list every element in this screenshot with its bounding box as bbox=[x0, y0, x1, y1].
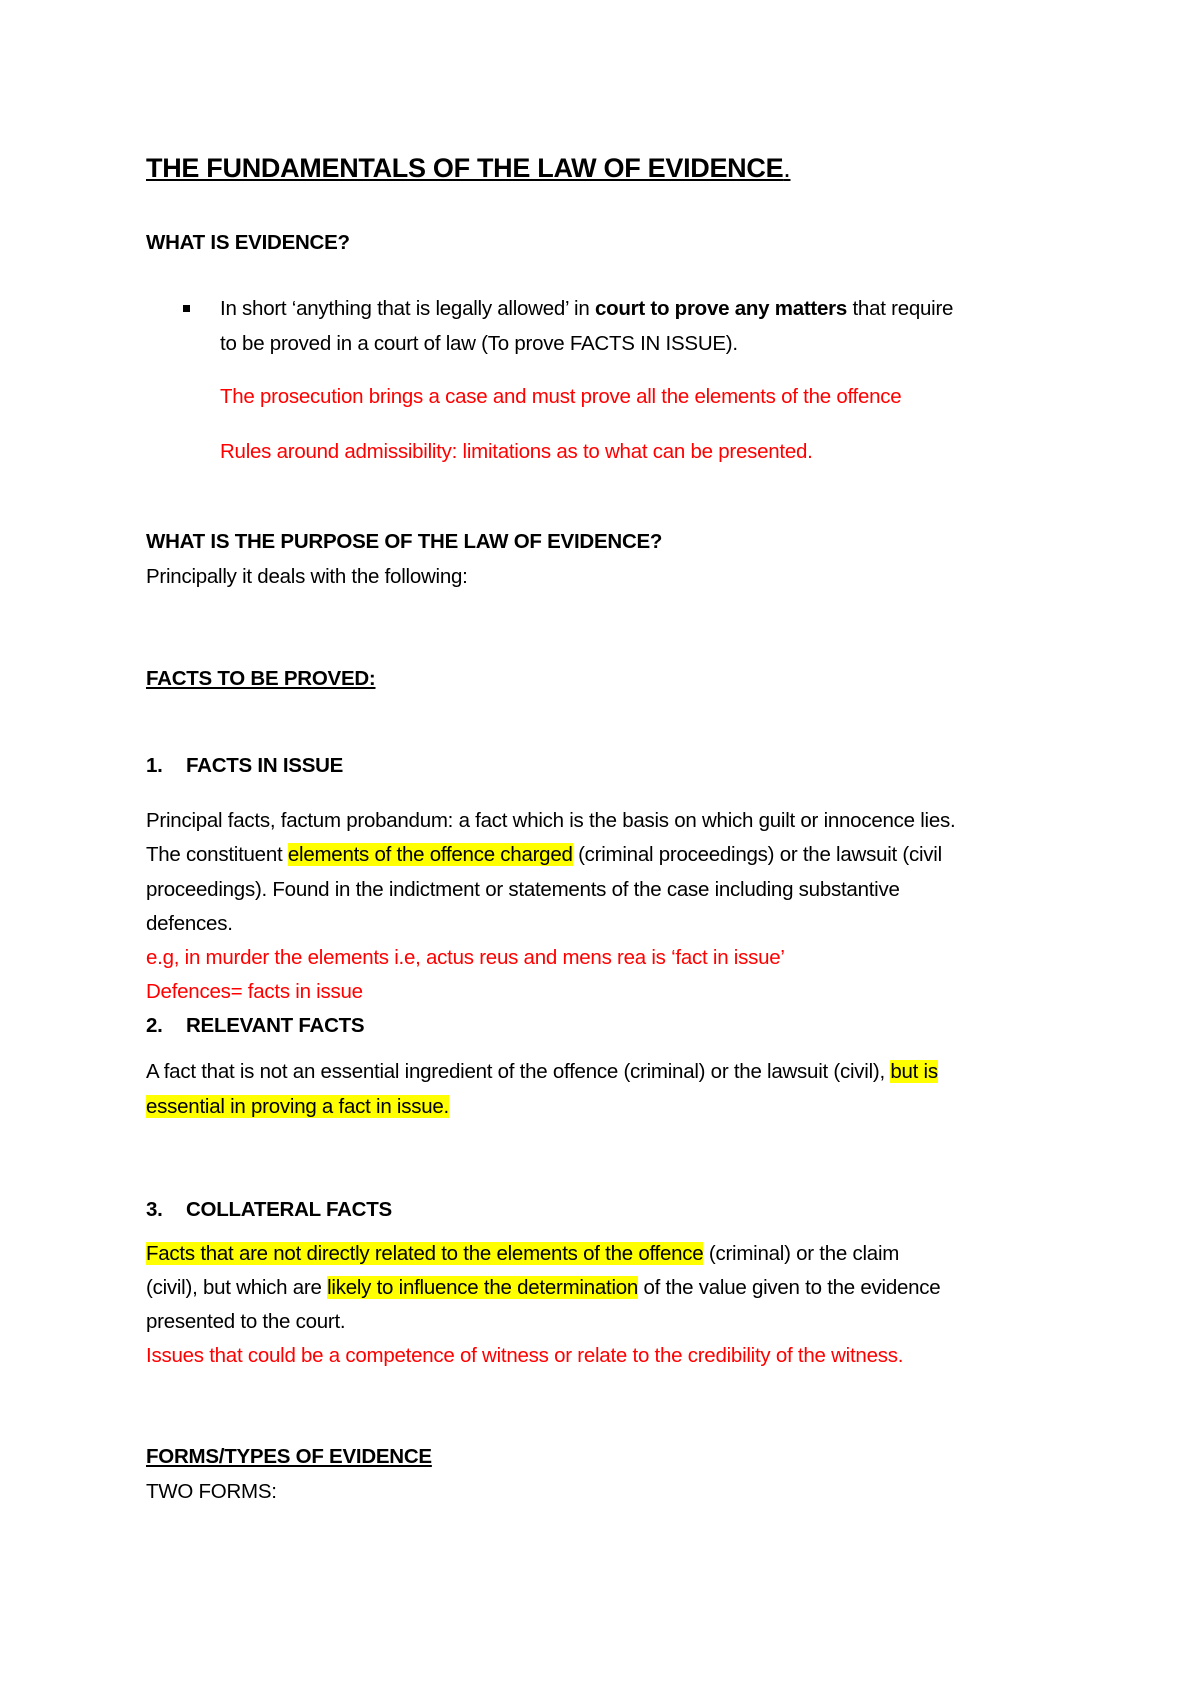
collateral-facts-line-1: Facts that are not directly related to the elements of the offence (criminal) or the claim bbox=[146, 1242, 900, 1265]
forms-subheading: TWO FORMS: bbox=[146, 1480, 277, 1503]
heading-facts-in-issue: 1. FACTS IN ISSUE bbox=[146, 754, 344, 777]
red-example-murder: e.g, in murder the elements i.e, actus reus and mens rea is ‘fact in issue’ bbox=[146, 946, 785, 969]
bullet-line-2: to be proved in a court of law (To prove FACTS IN ISSUE). bbox=[220, 332, 738, 355]
red-note-admissibility: Rules around admissibility: limitations as to what can be presented. bbox=[220, 440, 813, 463]
collateral-facts-line-3: presented to the court. bbox=[146, 1310, 346, 1333]
heading-collateral-facts: 3. COLLATERAL FACTS bbox=[146, 1198, 392, 1221]
relevant-facts-line-1: A fact that is not an essential ingredient of the offence (criminal) or the lawsuit (civil), but is bbox=[146, 1060, 938, 1083]
title-period: . bbox=[783, 153, 791, 183]
heading-facts-to-be-proved: FACTS TO BE PROVED: bbox=[146, 667, 376, 690]
facts-in-issue-line-1: Principal facts, factum probandum: a fact which is the basis on which guilt or innocence lies. bbox=[146, 809, 956, 832]
page-title: THE FUNDAMENTALS OF THE LAW OF EVIDENCE. bbox=[146, 153, 791, 183]
highlight-but-is: but is bbox=[890, 1060, 938, 1083]
red-note-prosecution: The prosecution brings a case and must prove all the elements of the offence bbox=[220, 385, 902, 408]
bullet-line-1: In short ‘anything that is legally allowed’ in court to prove any matters that require bbox=[220, 297, 954, 320]
heading-relevant-facts: 2. RELEVANT FACTS bbox=[146, 1014, 365, 1037]
facts-in-issue-line-4: defences. bbox=[146, 912, 233, 935]
heading-purpose: WHAT IS THE PURPOSE OF THE LAW OF EVIDENCE? bbox=[146, 530, 663, 553]
square-bullet-icon bbox=[183, 305, 190, 312]
highlight-not-directly-related: Facts that are not directly related to the elements of the offence bbox=[146, 1242, 704, 1265]
heading-what-is-evidence: WHAT IS EVIDENCE? bbox=[146, 231, 350, 254]
facts-in-issue-line-2: The constituent elements of the offence charged (criminal proceedings) or the lawsuit (civil bbox=[146, 843, 942, 866]
collateral-facts-line-2: (civil), but which are likely to influence the determination of the value given to the evidence bbox=[146, 1276, 941, 1299]
heading-forms-types: FORMS/TYPES OF EVIDENCE bbox=[146, 1445, 432, 1468]
purpose-intro: Principally it deals with the following: bbox=[146, 565, 468, 588]
highlight-elements-charged: elements of the offence charged bbox=[287, 843, 573, 866]
facts-in-issue-line-3: proceedings). Found in the indictment or statements of the case including substantive bbox=[146, 878, 900, 901]
red-note-witness: Issues that could be a competence of witness or relate to the credibility of the witness. bbox=[146, 1344, 904, 1367]
relevant-facts-line-2 bbox=[146, 1093, 449, 1121]
highlight-essential-proving: essential in proving a fact in issue. bbox=[146, 1095, 449, 1118]
red-defences: Defences= facts in issue bbox=[146, 980, 363, 1003]
highlight-likely-influence: likely to influence the determination bbox=[327, 1276, 639, 1299]
